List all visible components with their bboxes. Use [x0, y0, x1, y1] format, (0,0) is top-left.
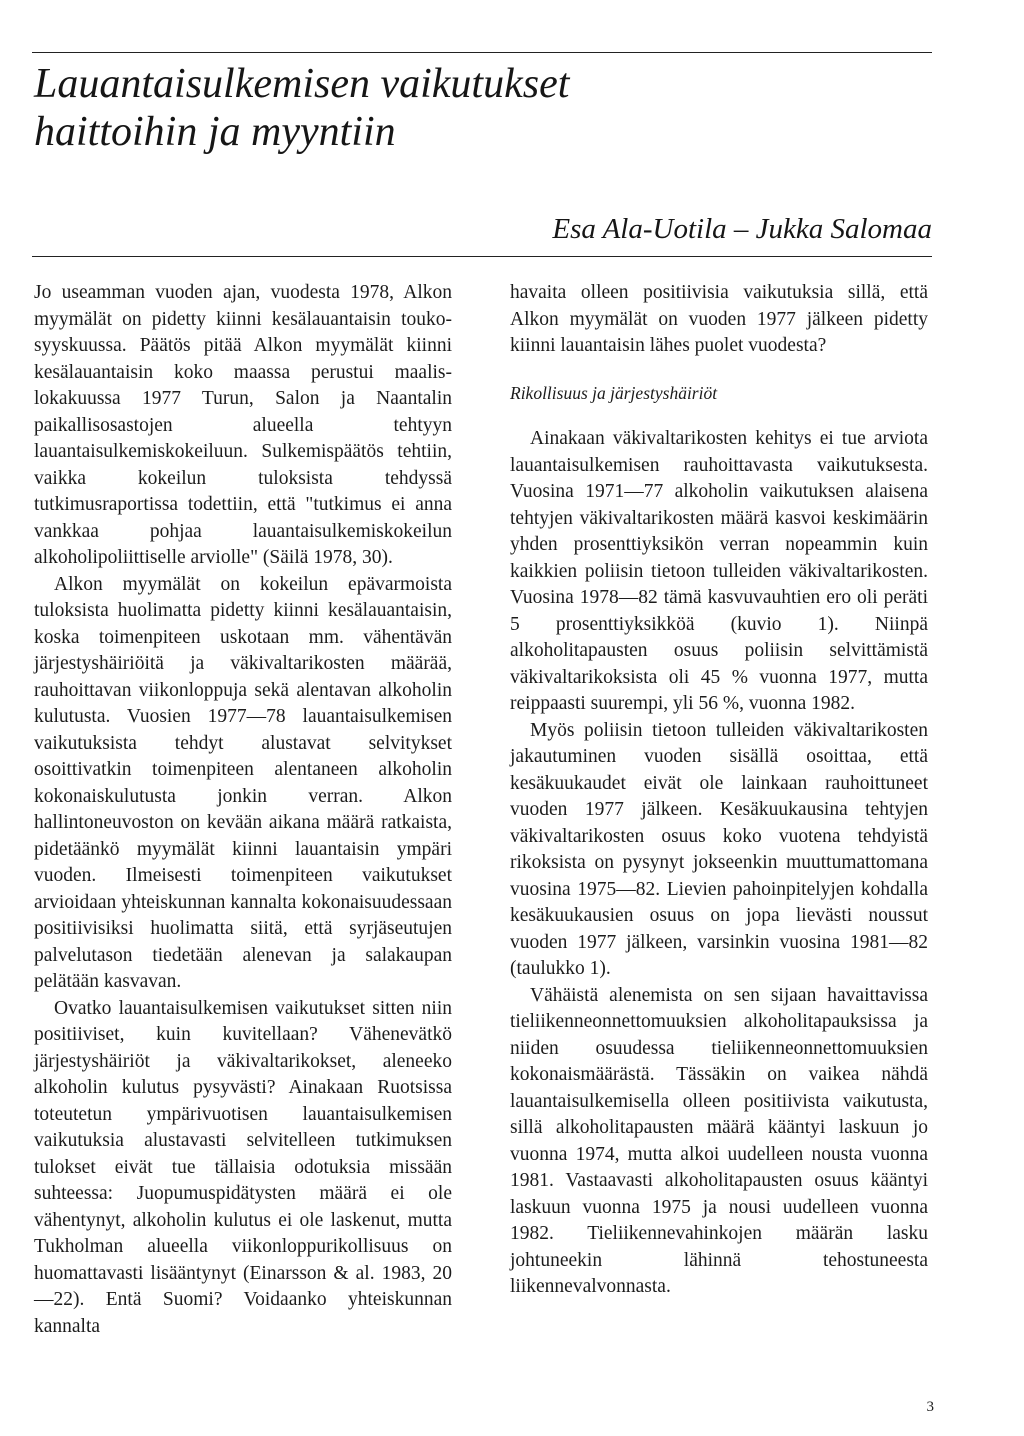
body-paragraph: Myös poliisin tietoon tulleiden väkivaltarikosten jakautuminen vuoden sisällä osoittaa, että kesäkuukaudet eivät ole lainkaan rauhoittuneet vuoden 1977 jälkeen. Kesäkuukausina tehtyjen väkivaltarikosten osuus koko vuotena tehdyistä rikoksista on pysynyt jokseenkin muuttumattomana vuosina 1975—82. Lievien pahoinpitelyjen kohdalla kesäkuukausien osuus on jopa lievästi noussut vuoden 1977 jälkeen, varsinkin vuosina 1981—82 (taulukko 1). [510, 719, 928, 979]
body-paragraph: Jo useamman vuoden ajan, vuodesta 1978, Alkon myymälät on pidetty kiinni kesälauantaisin touko-syyskuussa. Päätös pitää Alkon myymälät kiinni kesälauantaisin koko maassa perustui maalis-lokakuussa 1977 Turun, Salon ja Naantalin paikallisosastojen alueella tehtyyn lauantaisulkemiskokeiluun. Sulkemispäätös tehtiin, vaikka kokeilun tuloksista tehdyssä tutkimusraportissa todettiin, että "tutkimus ei anna vankkaa pohjaa lauantaisulkemiskokeilun alkoholipoliittiselle arviolle" (Säilä 1978, 30). [34, 282, 452, 568]
title-line-1: Lauantaisulkemisen vaikutukset [34, 61, 570, 107]
body-paragraph: Ainakaan väkivaltarikosten kehitys ei tue arviota lauantaisulkemisen rauhoittavasta vaikutuksesta. Vuosina 1971—77 alkoholin vaikutuksen alaisena tehtyjen väkivaltarikosten määrä kasvoi keskimäärin yhden prosenttiyksikön verran nopeammin kuin kaikkien poliisin tietoon tulleiden väkivaltarikosten. Vuosina 1978—82 tämä kasvuvauhtien ero oli peräti 5 prosenttiyksikköä (kuvio 1). Niinpä alkoholitapausten osuus poliisin selvittämistä väkivaltarikoksista oli 45 % vuonna 1977, mutta reippaasti suurempi, yli 56 %, vuonna 1982. [510, 428, 928, 714]
right-column [510, 280, 928, 1301]
body-paragraph: Ovatko lauantaisulkemisen vaikutukset sitten niin positiiviset, kuin kuvitellaan? Vähenevätkö järjestyshäiriöt ja väkivaltarikokset, aleneeko alkoholin kulutus pysyvästi? Ainakaan Ruotsissa toteutetun ympärivuotisen lauantaisulkemisen vaikutuksia alustavasti selvitelleen tutkimuksen tulokset eivät tue tällaisia odotuksia missään suhteessa: Juopumuspidätysten määrä ei ole vähentynyt, alkoholin kulutus ei ole laskenut, mutta Tukholman alueella viikonloppurikollisuus on huomattavasti lisääntynyt (Einarsson & al. 1983, 20—22). Entä Suomi? Voidaanko yhteiskunnan kannalta [34, 997, 452, 1337]
section-subheading: Rikollisuus ja järjestyshäiriöt [510, 382, 718, 403]
article-title [34, 60, 569, 156]
byline-rule [32, 256, 932, 257]
left-column [34, 280, 452, 1340]
top-rule [32, 52, 932, 53]
title-line-2: haittoihin ja myyntiin [34, 109, 396, 155]
page-number: 3 [926, 1399, 934, 1415]
author-byline: Esa Ala-Uotila – Jukka Salomaa [552, 213, 932, 245]
body-paragraph: Vähäistä alenemista on sen sijaan havaittavissa tieliikenneonnettomuuksien alkoholitapauksissa ja niiden osuudessa tieliikenneonnettomuuksien kokonaismäärästä. Tässäkin on vaikea nähdä lauantaisulkemisella olleen positiivista vaikutusta, sillä alkoholitapausten määrä kääntyi laskuun jo vuonna 1974, mutta alkoi uudelleen nousta vuonna 1981. Vastaavasti alkoholitapausten osuus kääntyi laskuun vuonna 1975 ja nousi uudelleen vuonna 1982. Tieliikennevahinkojen määrän lasku johtuneekin lähinnä tehostuneesta liikennevalvonnasta. [510, 984, 928, 1297]
body-paragraph-continuation: havaita olleen positiivisia vaikutuksia sillä, että Alkon myymälät on vuoden 1977 jälkeen pidetty kiinni lauantaisin lähes puolet vuodesta? [510, 282, 928, 356]
body-paragraph: Alkon myymälät on kokeilun epävarmoista tuloksista huolimatta pidetty kiinni kesälauantaisin, koska toimenpiteen uskotaan mm. vähentävän järjestyshäiriöitä ja väkivaltarikosten määrää, rauhoittavan viikonloppuja sekä alentavan alkoholin kulutusta. Vuosien 1977—78 lauantaisulkemisen vaikutuksista tehdyt alustavat selvitykset osoittivatkin toimenpiteen alentaneen alkoholin kokonaiskulutusta jonkin verran. Alkon hallintoneuvoston on kevään aikana määrä ratkaista, pidetäänkö myymälät kiinni lauantaisin ympäri vuoden. Ilmeisesti toimenpiteen vaikutukset arvioidaan yhteiskunnan kannalta kokonaisuudessaan positiivisiksi huolimatta siitä, että syrjäseutujen palvelutason tiedetään alenevan ja salakaupan pelätään kasvavan. [34, 573, 452, 992]
